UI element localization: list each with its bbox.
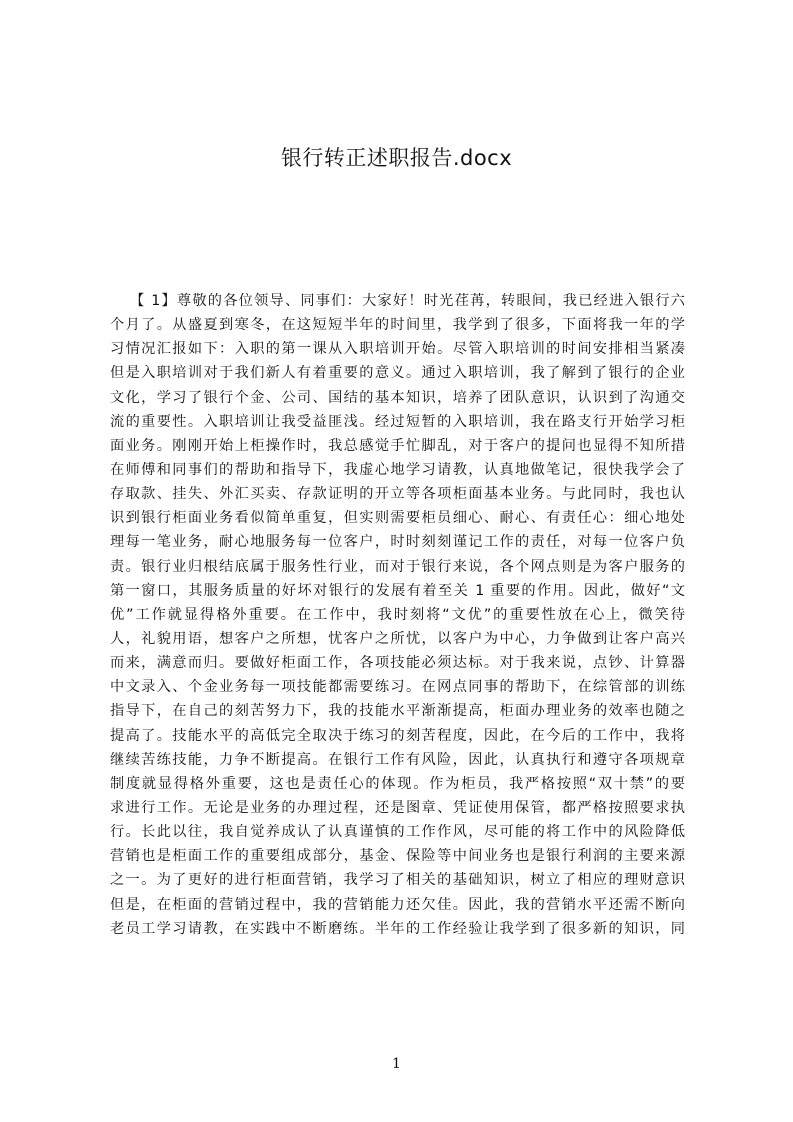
body-line: 继续苦练技能，力争不断提高。在银行工作有风险，因此，认真执行和遵守各项规章 [110,751,685,768]
body-line: 习情况汇报如下：入职的第一课从入职培训开始。尽管入职培训的时间安排相当紧凑 [110,341,685,358]
document-body [110,289,685,941]
body-line: 文化，学习了银行个金、公司、国结的基本知识，培养了团队意识，认识到了沟通交 [110,389,685,406]
body-line: 识到银行柜面业务看似简单重复，但实则需要柜员细心、耐心、有责任心：细心地处 [110,510,685,527]
body-line: 但是，在柜面的营销过程中，我的营销能力还欠佳。因此，我的营销水平还需不断向 [110,896,685,913]
body-line: 第一窗口，其服务质量的好坏对银行的发展有着至关 1 重要的作用。因此，做好“文 [110,582,685,599]
document-title: 银行转正述职报告.docx [280,146,513,170]
body-line: 之一。为了更好的进行柜面营销，我学习了相关的基础知识，树立了相应的理财意识 [110,872,685,889]
page-number: 1 [392,1056,401,1072]
body-line: 面业务。刚刚开始上柜操作时，我总感觉手忙脚乱，对于客户的提问也显得不知所措 [110,437,685,454]
body-line: 优”工作就显得格外重要。在工作中，我时刻将“文优”的重要性放在心上，微笑待 [110,606,685,623]
body-line: 制度就显得格外重要，这也是责任心的体现。作为柜员，我严格按照“双十禁”的要 [110,775,685,792]
body-line: 指导下，在自己的刻苦努力下，我的技能水平渐渐提高，柜面办理业务的效率也随之 [110,703,685,720]
body-line: 求进行工作。无论是业务的办理过程，还是图章、凭证使用保管，都严格按照要求执 [110,799,685,816]
body-line: 【 1】尊敬的各位领导、同事们：大家好！时光荏苒，转眼间，我已经进入银行六 [130,293,685,309]
body-line: 中文录入、个金业务每一项技能都需要练习。在网点同事的帮助下，在综管部的训练 [110,679,685,696]
body-line: 流的重要性。入职培训让我受益匪浅。经过短暂的入职培训，我在路支行开始学习柜 [110,413,685,430]
body-line: 人，礼貌用语，想客户之所想，忧客户之所忧，以客户为中心，力争做到让客户高兴 [110,630,685,647]
body-line: 提高了。技能水平的高低完全取决于练习的刻苦程度，因此，在今后的工作中，我将 [110,727,685,744]
body-line: 老员工学习请教，在实践中不断磨练。半年的工作经验让我学到了很多新的知识，同 [110,920,685,937]
body-line: 存取款、挂失、外汇买卖、存款证明的开立等各项柜面基本业务。与此同时，我也认 [110,486,685,503]
body-line: 理每一笔业务，耐心地服务每一位客户，时时刻刻谨记工作的责任，对每一位客户负 [110,534,685,551]
body-line: 行。长此以往，我自觉养成认了认真谨慎的工作作风，尽可能的将工作中的风险降低 [110,824,685,841]
body-line: 营销也是柜面工作的重要组成部分，基金、保险等中间业务也是银行利润的主要来源 [110,848,685,865]
body-line: 责。银行业归根结底属于服务性行业，而对于银行来说，各个网点则是为客户服务的 [110,558,685,575]
body-line: 而来，满意而归。要做好柜面工作，各项技能必须达标。对于我来说，点钞、计算器 [110,655,685,672]
body-line: 个月了。从盛夏到寒冬，在这短短半年的时间里，我学到了很多，下面将我一年的学 [110,317,685,334]
body-line: 但是入职培训对于我们新人有着重要的意义。通过入职培训，我了解到了银行的企业 [110,365,685,382]
body-line: 在师傅和同事们的帮助和指导下，我虚心地学习请教，认真地做笔记，很快我学会了 [110,461,685,478]
